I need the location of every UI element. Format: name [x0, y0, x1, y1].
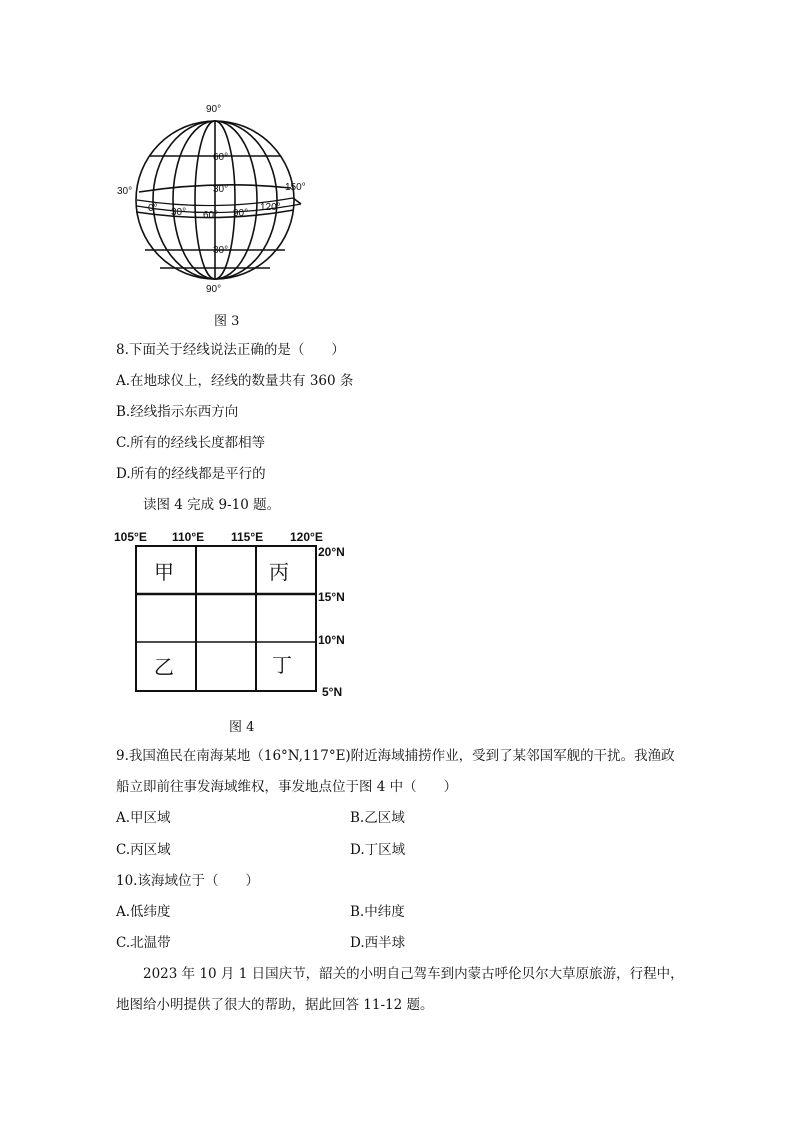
- figure-4-grid: [114, 526, 364, 704]
- question-9-option-b: B.乙区域: [350, 810, 405, 826]
- label-eq-60: 60°: [203, 210, 219, 221]
- question-10-option-a: A.低纬度: [116, 904, 171, 920]
- globe-graphic: [115, 100, 315, 295]
- lat-label-20: 20°N: [318, 545, 345, 559]
- question-9-option-a: A.甲区域: [116, 810, 171, 826]
- figure-4-caption: 图 4: [229, 720, 255, 735]
- intro-11-12-line1: 2023 年 10 月 1 日国庆节，韶关的小明自己驾车到内蒙古呼伦贝尔大草原旅游，行程中，: [143, 966, 684, 982]
- intro-9-10: 读图 4 完成 9-10 题。: [143, 497, 281, 513]
- question-10-option-c: C.北温带: [116, 935, 171, 951]
- lat-label-15: 15°N: [318, 590, 345, 604]
- cell-bing: 丙: [269, 562, 289, 584]
- cell-yi: 乙: [154, 657, 174, 679]
- question-8-option-a: A.在地球仪上，经线的数量共有 360 条: [116, 373, 354, 389]
- question-8-option-c: C.所有的经线长度都相等: [116, 435, 266, 451]
- lon-label-105: 105°E: [114, 530, 147, 544]
- label-lat-60: 60°: [213, 152, 229, 163]
- lon-label-110: 110°E: [172, 530, 205, 544]
- label-eq-120: 120°: [260, 202, 281, 213]
- label-eq-90: 90°: [233, 208, 249, 219]
- label-top-90: 90°: [206, 104, 222, 115]
- question-9-stem-line1: 9.我国渔民在南海某地（16°N,117°E)附近海域捕捞作业，受到了某邻国军舰的干扰。我渔政: [116, 748, 675, 764]
- question-9-stem-line2: 船立即前往事发海域维权，事发地点位于图 4 中（ ）: [116, 779, 458, 795]
- question-10-option-d: D.西半球: [350, 935, 406, 951]
- question-8-option-b: B.经线指示东西方向: [116, 404, 239, 420]
- label-left-30: 30°: [117, 186, 133, 197]
- label-lat-30n: 30°: [213, 184, 229, 195]
- label-bottom-90: 90°: [206, 284, 222, 295]
- label-right-150: 150°: [285, 182, 306, 193]
- label-eq-30: 30°: [171, 207, 187, 218]
- question-10-option-b: B.中纬度: [350, 904, 405, 920]
- cell-ding: 丁: [272, 655, 292, 677]
- figure-3-caption: 图 3: [214, 314, 240, 329]
- question-9-option-d: D.丁区域: [350, 842, 406, 858]
- grid-graphic: [114, 526, 364, 704]
- lon-label-120: 120°E: [290, 530, 323, 544]
- question-10-stem: 10.该海域位于（ ）: [116, 873, 259, 889]
- lat-label-5: 5°N: [322, 685, 343, 699]
- intro-11-12-line2: 地图给小明提供了很大的帮助，据此回答 11-12 题。: [116, 997, 434, 1013]
- lon-label-115: 115°E: [231, 530, 264, 544]
- label-eq-0: 0°: [148, 203, 158, 214]
- figure-3-globe: [115, 100, 315, 295]
- question-8-option-d: D.所有的经线都是平行的: [116, 466, 266, 482]
- lat-label-10: 10°N: [318, 633, 345, 647]
- question-9-option-c: C.丙区域: [116, 842, 171, 858]
- question-8-stem: 8.下面关于经线说法正确的是（ ）: [116, 342, 345, 358]
- cell-jia: 甲: [154, 562, 174, 584]
- label-lat-30s: 30°: [213, 245, 229, 256]
